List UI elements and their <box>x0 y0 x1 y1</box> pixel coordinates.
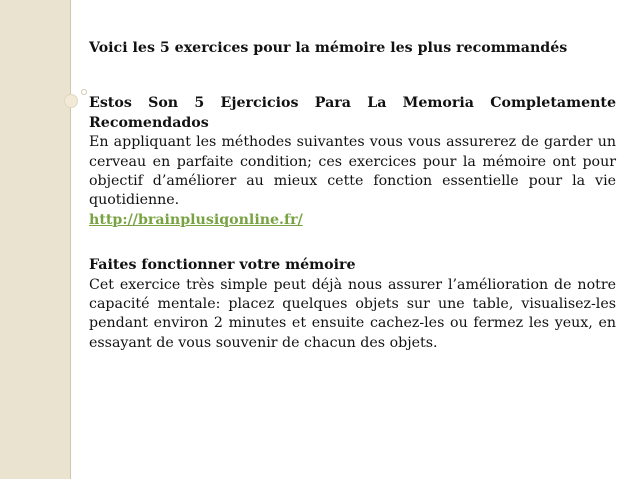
left-bar-edge-line <box>70 0 71 479</box>
section1-paragraph-text: En appliquant les méthodes suivantes vous vous assurerez de garder un cerveau en parfaite condition; ces exercices pour la mémoire ont pour objectif d’améliorer au mieux cette fonction essentielle pour la vie quotidienne. <box>89 134 616 209</box>
section2-paragraph: Cet exercice très simple peut déjà nous assurer l’amélioration de notre capacité mentale: placez quelques objets sur une table, visualisez-les pendant environ 2 minutes et ensuite cachez-les ou fermez les yeux, en essayant de vous souvenir de chacun des objets. <box>89 276 616 351</box>
slide-title: Voici les 5 exercices pour la mémoire les plus recommandés <box>89 40 568 56</box>
decorative-small-circle <box>81 89 87 95</box>
slide-content <box>89 39 616 353</box>
section1-paragraph <box>89 133 616 211</box>
left-decorative-bar <box>0 0 70 479</box>
section1-heading: Estos Son 5 Ejercicios Para La Memoria Completamente Recomendados <box>89 95 616 131</box>
website-link[interactable]: http://brainplusiqonline.fr/ <box>89 211 303 228</box>
section1-link-line <box>89 211 616 230</box>
decorative-circle <box>64 94 78 108</box>
spacer <box>89 230 616 256</box>
section2-heading: Faites fonctionner votre mémoire <box>89 257 356 274</box>
